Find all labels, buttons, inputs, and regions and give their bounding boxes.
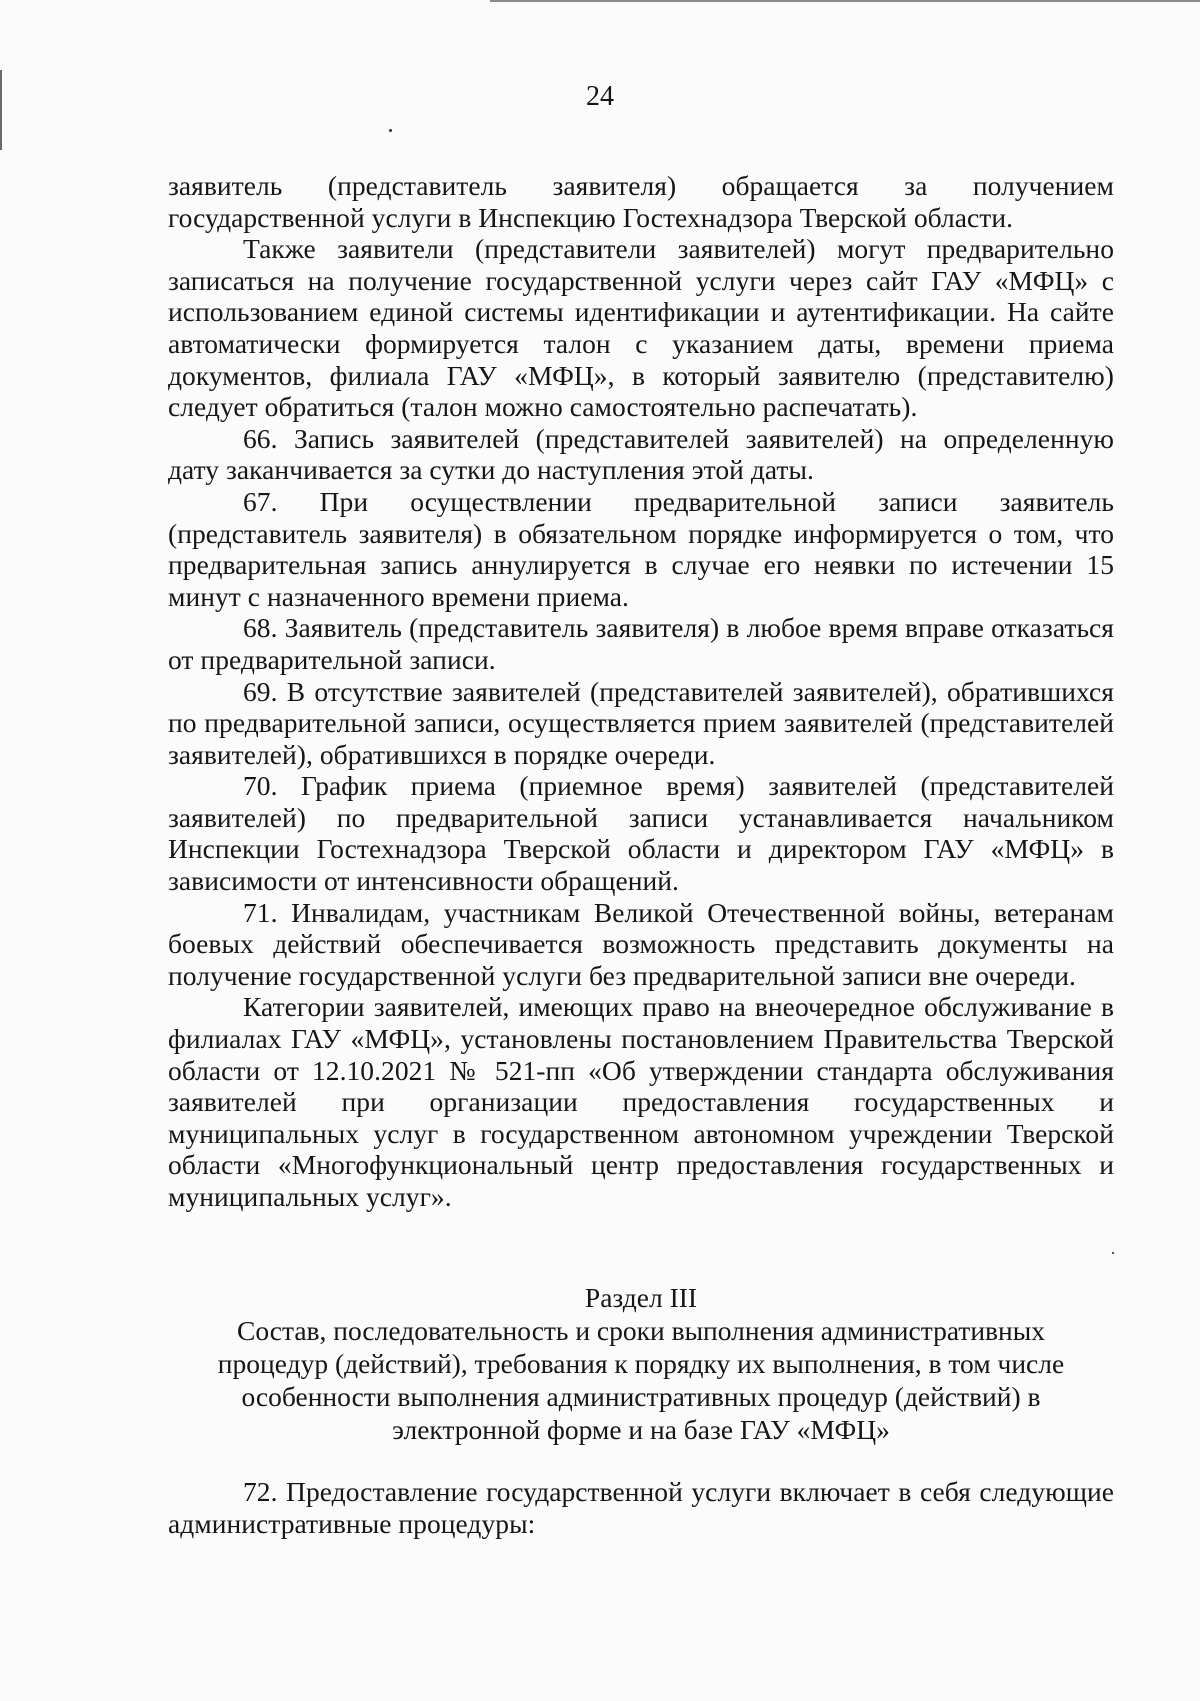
scan-mark — [1112, 1252, 1114, 1254]
paragraph-66: 66. Запись заявителей (представителей заявителей) на определенную дату заканчивается за сутки до наступления этой даты. — [168, 422, 1114, 486]
paragraph-72: 72. Предоставление государственной услуги включает в себя следующие административные процедуры: — [168, 1476, 1114, 1539]
paragraph-69: 69. В отсутствие заявителей (представителей заявителей), обратившихся по предварительной записи, осуществляется прием заявителей (представителей заявителей), обратившихся в порядке очереди. — [168, 675, 1114, 770]
section-title-line: Состав, последовательность и сроки выполнения административных — [237, 1315, 1045, 1346]
body-text — [168, 170, 1114, 1213]
paragraph-67: 67. При осуществлении предварительной записи заявитель (представитель заявителя) в обязательном порядке информируется о том, что предварительная запись аннулируется в случае его неявки по истечении 15 минут с назначенного времени приема. — [168, 485, 1114, 612]
paragraph-68: 68. Заявитель (представитель заявителя) в любое время вправе отказаться от предварительной записи. — [168, 612, 1114, 675]
scan-speck — [389, 129, 392, 132]
page-number: 24 — [586, 81, 614, 112]
paragraph-categories: Категории заявителей, имеющих право на внеочередное обслуживание в филиалах ГАУ «МФЦ», установлены постановлением Правительства Тверской области от 12.10.2021 № 521-пп «Об утверждении стандарта обслуживания заявителей при организации предоставления государственных и муниципальных услуг в государственном автономном учреждении Тверской области «Многофункциональный центр предоставления государственных и муниципальных услуг». — [168, 991, 1114, 1212]
section-title-line: электронной форме и на базе ГАУ «МФЦ» — [392, 1414, 890, 1445]
paragraph-71: 71. Инвалидам, участникам Великой Отечественной войны, ветеранам боевых действий обеспечивается возможность представить документы на получение государственной услуги без предварительной записи вне очереди. — [168, 896, 1114, 991]
section-header — [168, 1281, 1114, 1446]
section-heading: Раздел III — [584, 1282, 698, 1313]
paragraph-72-block — [168, 1476, 1114, 1539]
scan-edge-top — [490, 0, 1200, 2]
paragraph-70: 70. График приема (приемное время) заявителей (представителей заявителей) по предварительной записи устанавливается начальником Инспекции Гостехнадзора Тверской области и директором ГАУ «МФЦ» в зависимости от интенсивности обращений. — [168, 770, 1114, 897]
paragraph-continuation: заявитель (представитель заявителя) обращается за получением государственной услуги в Инспекцию Гостехнадзора Тверской области. — [168, 170, 1114, 233]
section-title-line: процедур (действий), требования к порядку их выполнения, в том числе — [217, 1348, 1065, 1379]
paragraph-prebooking: Также заявители (представители заявителей) могут предварительно записаться на получение государственной услуги через сайт ГАУ «МФЦ» с использованием единой системы идентификации и аутентификации. На сайте автоматически формируется талон с указанием даты, времени приема документов, филиала ГАУ «МФЦ», в который заявителю (представителю) следует обратиться (талон можно самостоятельно распечатать). — [168, 233, 1114, 423]
section-title-line: особенности выполнения административных процедур (действий) в — [241, 1381, 1041, 1412]
